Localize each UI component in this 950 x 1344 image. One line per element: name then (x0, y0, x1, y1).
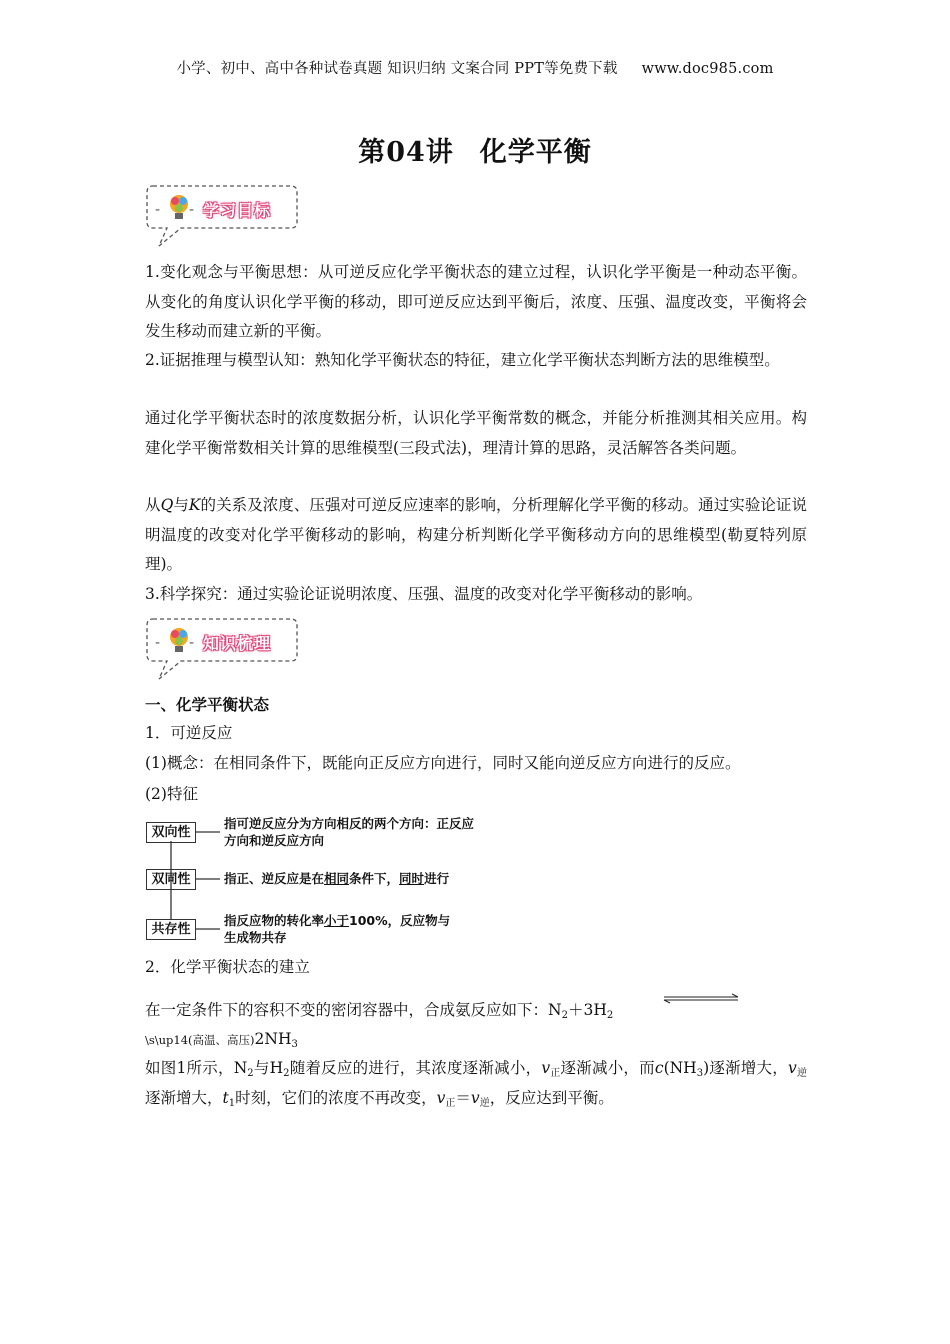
title-topic: 化学平衡 (479, 137, 592, 168)
goal-3: 3.科学探究：通过实验论证说明浓度、压强、温度的改变对化学平衡移动的影响。 (145, 585, 703, 603)
header-site[interactable]: www.doc985.com (641, 61, 774, 77)
goal-2c: 从Q与K的关系及浓度、压强对可逆反应速率的影响，分析理解化学平衡的移动。通过实验论证说明温度的改变对化学平衡移动的影响，构建分析判断化学平衡移动方向的思维模型(勒夏特列原理)。 (145, 496, 807, 573)
feature-box-coexist: 共存性 (146, 919, 196, 940)
svg-text:-: - (189, 635, 195, 651)
feature-desc-same-condition: 指正、逆反应是在相同条件下，同时进行 (224, 871, 450, 886)
svg-text:-: - (155, 202, 161, 218)
figure-description: 如图1所示，$N_2$与$H_2$随着反应的进行，其浓度逐渐减小，$v_正$逐渐减小，而$c(NH_3)$逐渐增大，$v_逆$逐渐增大，$t_1$时刻，它们的浓度不再改变，$v_正=v_逆$，反应达到平衡。 (145, 1059, 807, 1109)
feature-desc-bidirectional: 指可逆反应分为方向相反的两个方向：正反应 方向和逆反应方向 (224, 816, 475, 848)
knowledge-badge-label: 知识梳理 (203, 634, 272, 653)
reaction-line: 在一定条件下的容积不变的密闭容器中，合成氨反应如下：$N_2+3H_2$ (145, 1001, 614, 1021)
feature-heading: (2)特征 (145, 785, 198, 803)
concept-text: (1)概念：在相同条件下，既能向正反应方向进行，同时又能向逆反应方向进行的反应。 (145, 754, 741, 772)
goal-2b: 通过化学平衡状态时的浓度数据分析，认识化学平衡常数的概念，并能分析推测其相关应用。构建化学平衡常数相关计算的思维模型(三段式法)，理清计算的思路，灵活解答各类问题。 (145, 409, 807, 457)
goal-2: 2.证据推理与模型认知：熟知化学平衡状态的特征，建立化学平衡状态判断方法的思维模型。 (145, 351, 780, 369)
section-heading: 一、化学平衡状态 (145, 695, 270, 714)
subsection-1: 1．可逆反应 (145, 724, 233, 742)
goal-1: 1.变化观念与平衡思想：从可逆反应化学平衡状态的建立过程，认识化学平衡是一种动态平衡。从变化的角度认识化学平衡的移动，即可逆反应达到平衡后，浓度、压强、温度改变，平衡将会发生移动而建立新的平衡。 (145, 263, 807, 340)
svg-text:-: - (189, 202, 195, 218)
title-lecture: 第04讲 (358, 137, 454, 168)
goals-badge-label: 学习目标 (203, 201, 272, 220)
feature-box-same-condition: 双同性 (146, 869, 196, 890)
subsection-2: 2．化学平衡状态的建立 (145, 958, 310, 976)
feature-desc-coexist: 指反应物的转化率小于100%，反应物与 生成物共存 (224, 913, 451, 945)
feature-box-bidirectional: 双向性 (146, 822, 196, 843)
equation-line: \s\up14(高温、高压)$2NH_3$ (145, 1030, 298, 1050)
header-text: 小学、初中、高中各种试卷真题 知识归纳 文案合同 PPT等免费下载 (176, 61, 618, 77)
svg-text:-: - (155, 635, 161, 651)
reversible-arrow-icon (660, 993, 742, 1007)
